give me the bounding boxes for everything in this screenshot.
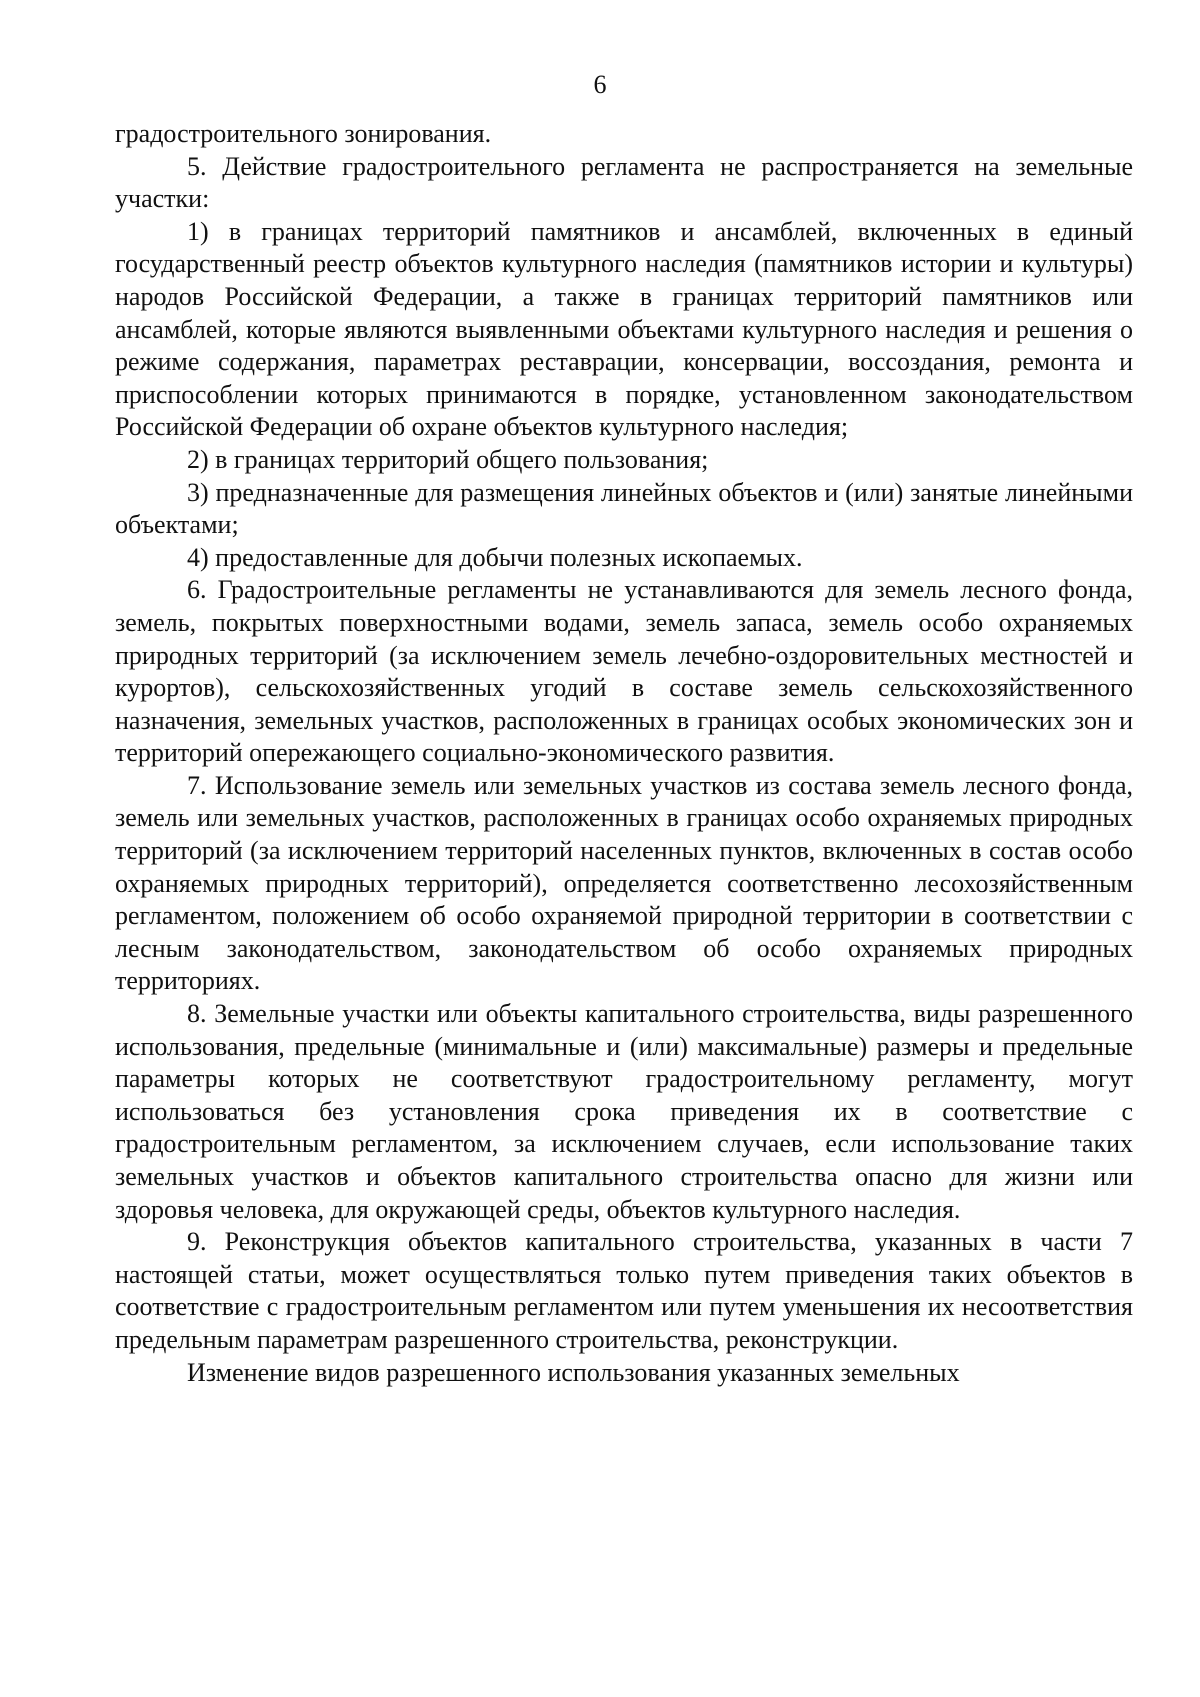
paragraph-subitem-4: 4) предоставленные для добычи полезных ископаемых. [187, 542, 803, 572]
paragraph-subitem-3: 3) предназначенные для размещения линейных объектов и (или) занятые линейными объектами; [115, 477, 1133, 540]
paragraph-continuation: градостроительного зонирования. [115, 119, 492, 148]
document-body [115, 118, 1133, 1389]
paragraph-item-6: 6. Градостроительные регламенты не устанавливаются для земель лесного фонда, земель, покрытых поверхностными водами, земель запаса, земель особо охраняемых природных территорий (за исключением земель лечебно-оздоровительных местностей и курортов), сельскохозяйственных угодий в составе земель сельскохозяйственного назначения, земельных участков, расположенных в границах особых экономических зон и территорий опережающего социально-экономического развития. [115, 575, 1133, 768]
paragraph-last: Изменение видов разрешенного использования указанных земельных [187, 1357, 960, 1387]
paragraph-item-9: 9. Реконструкция объектов капитального строительства, указанных в части 7 настоящей статьи, может осуществляться только путем приведения таких объектов в соответствие с градостроительным регламентом или путем уменьшения их несоответствия предельным параметрам разрешенного строительства, реконструкции. [115, 1227, 1133, 1354]
paragraph-subitem-1: 1) в границах территорий памятников и ансамблей, включенных в единый государственный реестр объектов культурного наследия (памятников истории и культуры) народов Российской Федерации, а также в границах территорий памятников или ансамблей, которые являются выявленными объектами культурного наследия и решения о режиме содержания, параметрах реставрации, консервации, воссоздания, ремонта и приспособлении которых принимаются в порядке, установленном законодательством Российской Федерации об охране объектов культурного наследия; [115, 216, 1133, 442]
page-number: 6 [593, 70, 607, 99]
paragraph-subitem-2: 2) в границах территорий общего пользования; [187, 444, 709, 474]
paragraph-item-5: 5. Действие градостроительного регламента не распространяется на земельные участки: [115, 151, 1133, 214]
paragraph-item-7: 7. Использование земель или земельных участков из состава земель лесного фонда, земель или земельных участков, расположенных в границах особо охраняемых природных территорий (за исключением территорий населенных пунктов, включенных в состав особо охраняемых природных территорий), определяется соответственно лесохозяйственным регламентом, положением об особо охраняемой природной территории в соответствии с лесным законодательством, законодательством об особо охраняемых природных территориях. [115, 770, 1133, 996]
paragraph-item-8: 8. Земельные участки или объекты капитального строительства, виды разрешенного использования, предельные (минимальные и (или) максимальные) размеры и предельные параметры которых не соответствуют градостроительному регламенту, могут использоваться без установления срока приведения их в соответствие с градостроительным регламентом, за исключением случаев, если использование таких земельных участков и объектов капитального строительства опасно для жизни или здоровья человека, для окружающей среды, объектов культурного наследия. [115, 999, 1133, 1224]
